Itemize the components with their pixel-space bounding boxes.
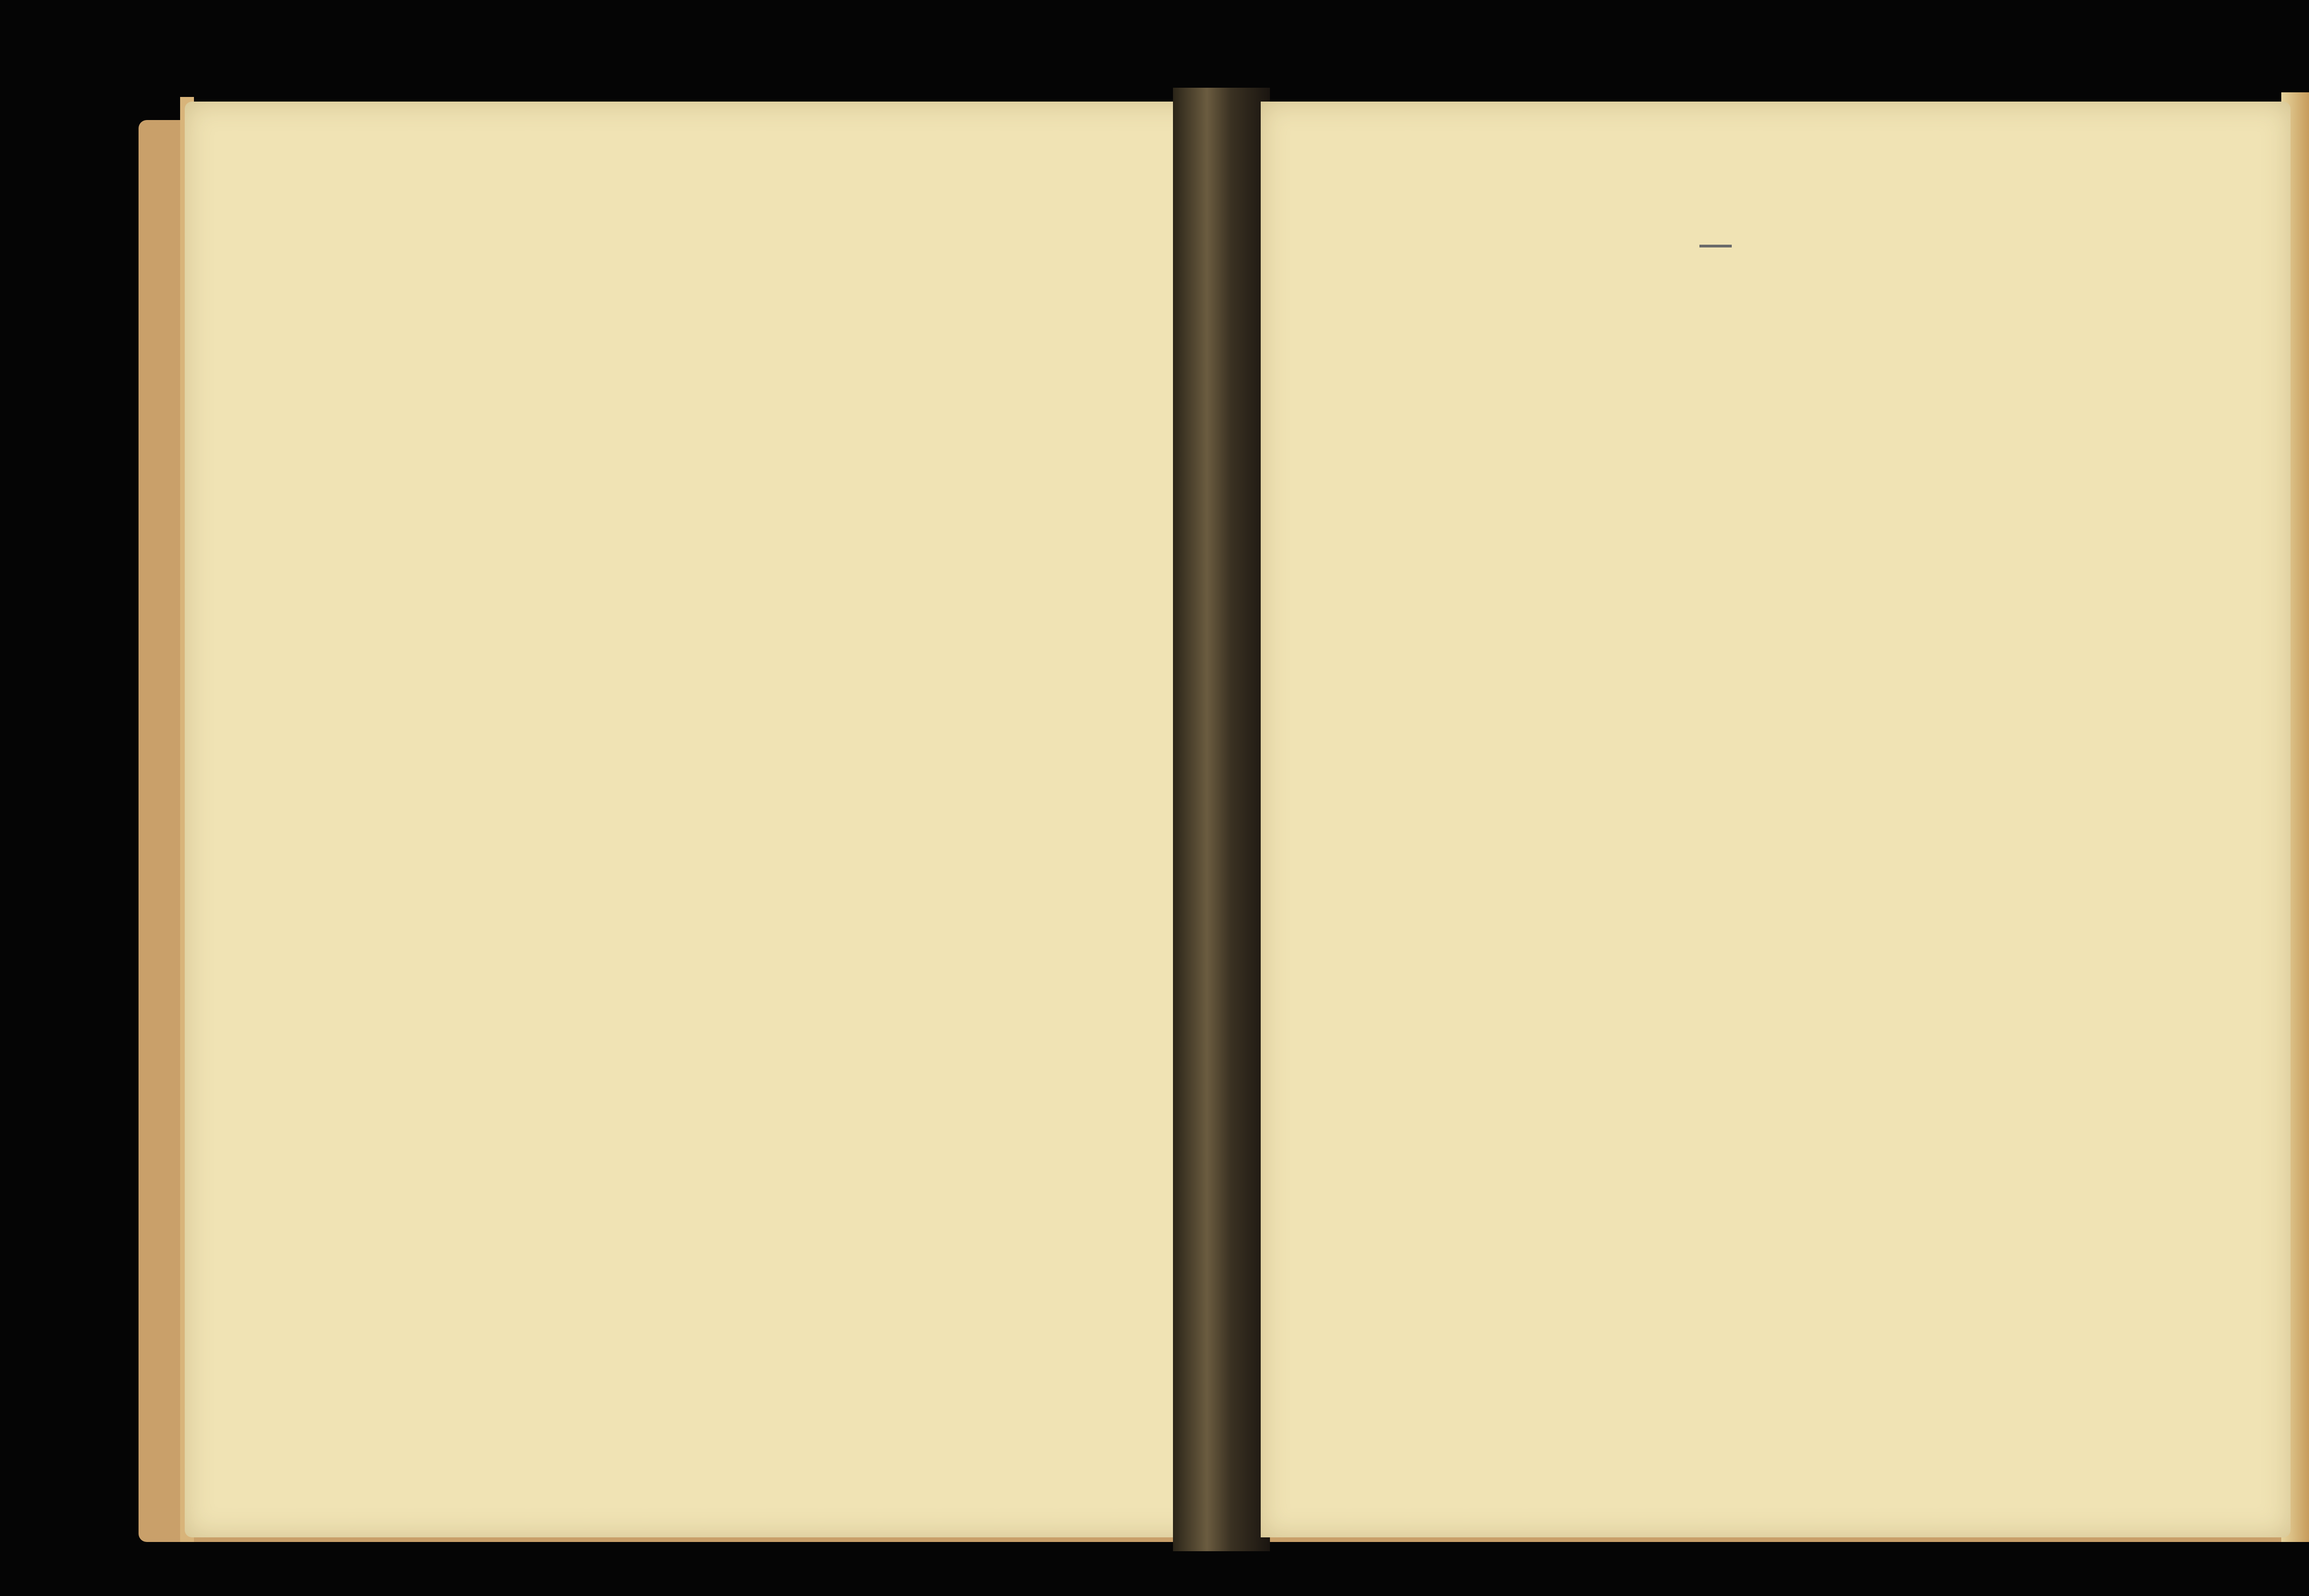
left-page-bleed-text [185,102,1247,1537]
left-page [185,102,1247,1537]
book-spine [1173,88,1270,1551]
faded-register-table [1261,102,2291,1537]
right-page [1261,102,2291,1537]
